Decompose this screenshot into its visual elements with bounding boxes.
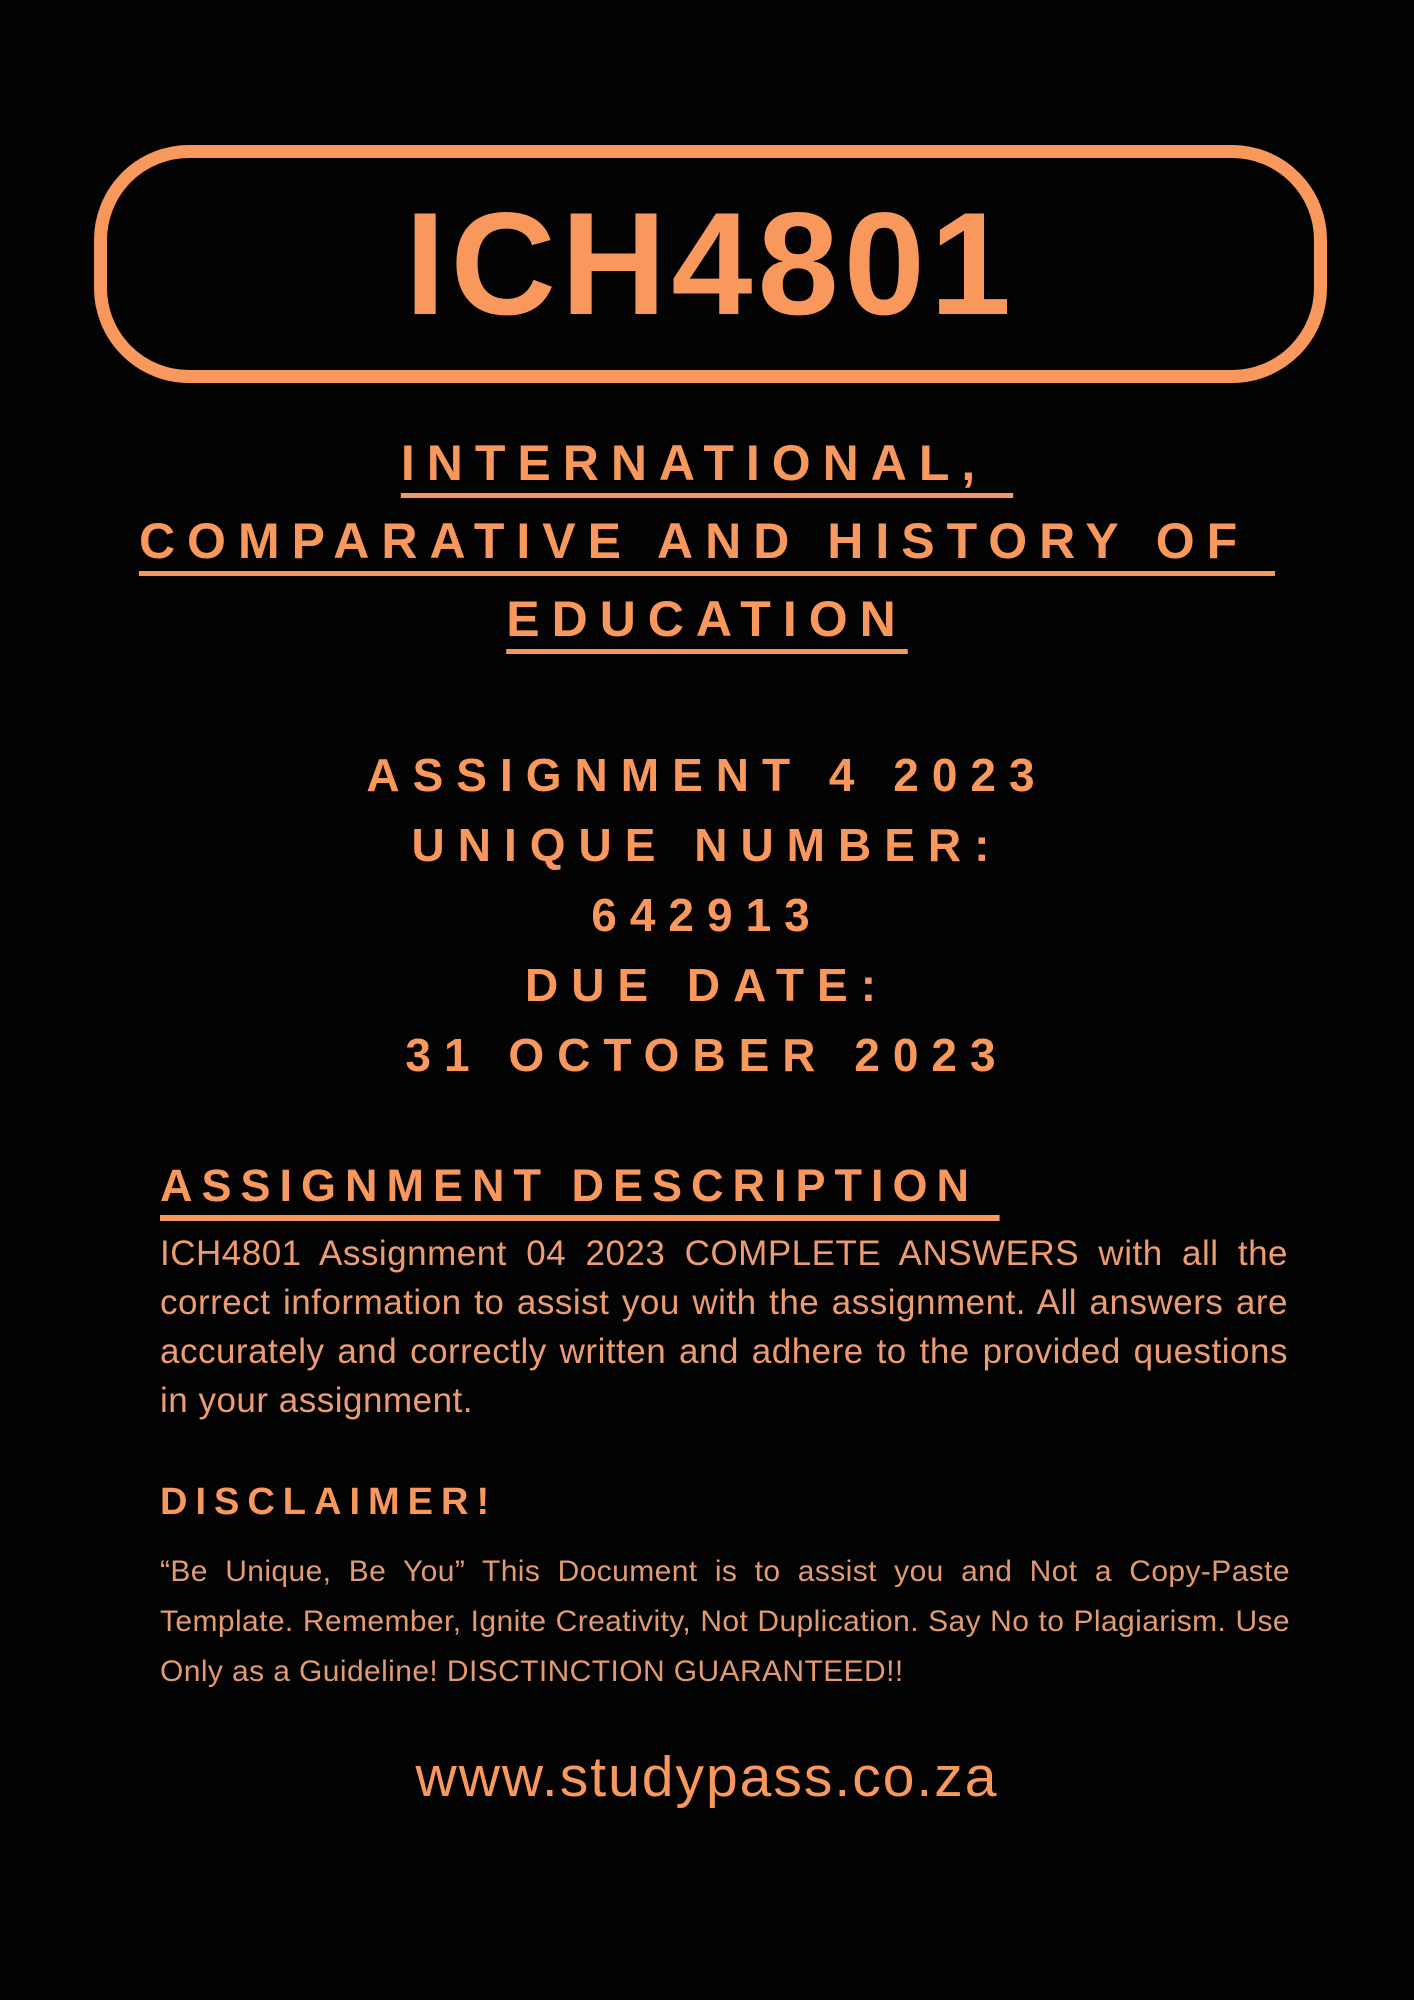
course-title-line xyxy=(0,580,1414,658)
website-url[interactable]: www.studypass.co.za xyxy=(415,1745,999,1809)
course-title-line xyxy=(0,424,1414,502)
course-title xyxy=(0,424,1414,658)
disclaimer-text: “Be Unique, Be You” This Document is to assist you and Not a Copy-Paste Template. Remember, Ignite Creativity, Not Duplication. Say No to Plagiarism. Use Only as a Guideline! DISCTINCTION GUARANTEED!! xyxy=(160,1555,1290,1688)
course-code-badge xyxy=(94,145,1327,383)
course-title-text-3: EDUCATION xyxy=(506,591,908,647)
unique-number-value: 642913 xyxy=(591,889,823,941)
assignment-description-heading: ASSIGNMENT DESCRIPTION xyxy=(160,1160,1000,1211)
course-code: ICH4801 xyxy=(404,182,1017,345)
assignment-number: ASSIGNMENT 4 2023 xyxy=(366,749,1048,801)
assignment-description-text: ICH4801 Assignment 04 2023 COMPLETE ANSWERS with all the correct information to assist you with the assignment. All answers are accurately and correctly written and adhere to the provided questions in your assignment. xyxy=(160,1234,1288,1420)
course-title-text-1: INTERNATIONAL, xyxy=(400,435,1014,491)
course-title-line xyxy=(0,502,1414,580)
due-date-label: DUE DATE: xyxy=(524,959,890,1011)
due-date-value: 31 OCTOBER 2023 xyxy=(405,1029,1009,1081)
unique-number-label: UNIQUE NUMBER: xyxy=(411,819,1003,871)
assignment-info xyxy=(0,740,1414,1090)
disclaimer-heading: DISCLAIMER! xyxy=(160,1481,498,1523)
course-title-text-2: COMPARATIVE AND HISTORY OF xyxy=(138,513,1276,569)
